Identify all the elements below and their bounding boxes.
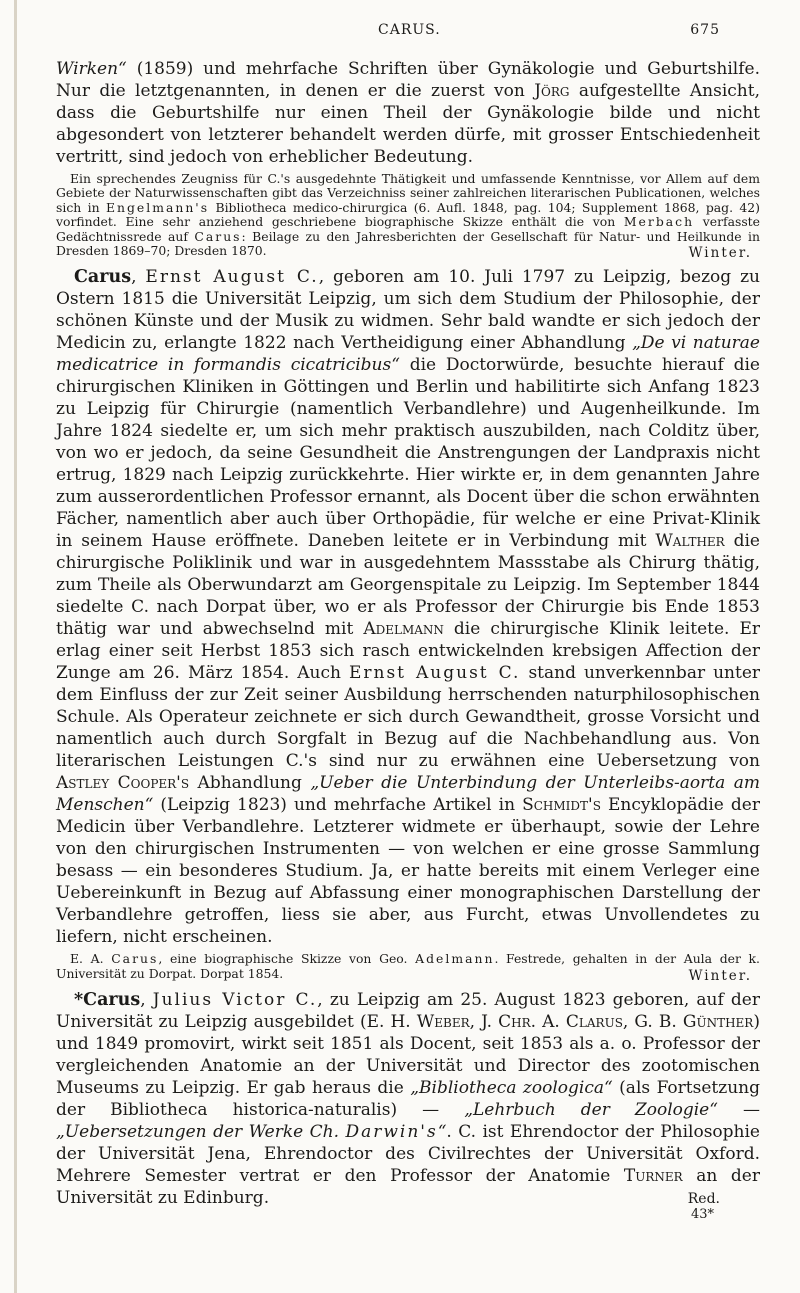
person-name: Darwin's (345, 1122, 438, 1143)
title-ref: „Uebersetzungen der Werke Ch. (56, 1122, 346, 1143)
running-title: CARUS. (378, 22, 441, 38)
person-name: Carus (194, 228, 242, 244)
person-name: Chr. A. Clarus (498, 1012, 623, 1033)
entry-headword: Carus (74, 267, 132, 288)
footnote-bibliography: Ein sprechendes Zeugniss für C.'s ausgedehnte Thätigkeit und umfassende Kenntnisse, vor Allem auf dem Gebiete der Naturwissenschaften gibt das Verzeichniss seiner zahlreichen literarischen Publicationen, welches sich in Engelmann's Bibliotheca medico-chirurgica (6. Aufl. 1848, pag. 104; Supplement 1868, pag. 42) vorfindet. Eine sehr anziehend geschriebene biographische Skizze enthält die von Merbach verfasste Gedächtnissrede auf Carus: Beilage zu den Jahresberichten der Gesellschaft für Natur- und Heilkunde in Dresden 1869–70; Dresden 1870. (56, 171, 760, 259)
person-name: Adelmann (415, 951, 495, 967)
entry-headword: *Carus (74, 990, 141, 1011)
given-name: Julius Victor C. (152, 990, 318, 1011)
intro-paragraph: Wirken“ (1859) und mehrfache Schriften über Gynäkologie und Geburtshilfe. Nur die letztgenannten, in denen er die zuerst von Jörg aufgestellte Ansicht, dass die Geburtshilfe nur einen Theil der Gynäkologie bilde und nicht abgesondert von letzterer behandelt werden dürfe, mit grosser Entschiedenheit vertritt, sind jedoch von erheblicher Bedeutung. (56, 59, 760, 167)
running-head (56, 18, 760, 42)
person-name: Schmidt's (522, 795, 601, 816)
person-name: Carus (111, 951, 159, 967)
person-name: Ernst August C. (348, 663, 521, 684)
title-ref: „Ueber die Unterbindung der Unterleibs-aorta am Menschen“ (56, 773, 760, 816)
page-number: 675 (690, 22, 720, 38)
signature-mark: 43* (690, 1207, 714, 1223)
author-signature: Winter. (688, 968, 752, 985)
person-name: Merbach (623, 214, 695, 230)
editor-signature: Red. (687, 1191, 720, 1208)
person-name: Günther (682, 1012, 754, 1033)
title-ref: Wirken“ (56, 59, 127, 79)
title-ref: „Bibliotheca zoologica“ (410, 1078, 613, 1099)
person-name: Weber (416, 1012, 470, 1033)
entry-julius-victor-carus: *Carus, Julius Victor C., zu Leipzig am 25. August 1823 geboren, auf der Universität zu Leipzig ausgebildet (E. H. Weber, J. Chr. A. Clarus, G. B. Günther) und 1849 promovirt, wirkt seit 1851 als Docent, seit 1853 als a. o. Professor der vergleichenden Anatomie an der Universität und Director des zootomischen Museums zu Leipzig. Er gab heraus die „Bibliotheca zoologica“ (als Fortsetzung der Bibliotheca historica-naturalis) — „Lehrbuch der Zoologie“ — „Uebersetzungen der Werke Ch. Darwin's“. C. ist Ehrendoctor der Philosophie der Universität Jena, Ehrendoctor des Civilrechtes der Universität Oxford. Mehrere Semester vertrat er den Professor der Anatomie Turner an der Universität zu Edinburg. (56, 990, 760, 1209)
footnote-source: E. A. Carus, eine biographische Skizze von Geo. Adelmann. Festrede, gehalten in der Aula der k. Universität zu Dorpat. Dorpat 1854. (56, 951, 760, 981)
person-name: Astley Cooper's (56, 773, 190, 794)
person-name: Jörg (534, 81, 570, 101)
title-ref: „Lehrbuch der Zoologie“ (464, 1100, 718, 1121)
person-name: Turner (623, 1166, 683, 1187)
person-name: Adelmann (363, 619, 444, 640)
author-signature: Winter. (688, 245, 752, 262)
title-ref: „De vi naturae medicatrice in formandis cicatricibus“ (56, 333, 760, 376)
person-name: Walther (655, 531, 725, 552)
person-name: Engelmann's (105, 199, 210, 215)
given-name: Ernst August C. (145, 267, 319, 288)
entry-ernst-august-carus: Carus, Ernst August C., geboren am 10. Juli 1797 zu Leipzig, bezog zu Ostern 1815 die Universität Leipzig, um sich dem Studium der Philosophie, der schönen Künste und der Musik zu widmen. Sehr bald wandte er sich jedoch der Medicin zu, erlangte 1822 nach Vertheidigung einer Abhandlung „De vi naturae medicatrice in formandis cicatricibus“ die Doctorwürde, besuchte hierauf die chirurgischen Kliniken in Göttingen und Berlin und habilitirte sich Anfang 1823 zu Leipzig für Chirurgie (namentlich Verbandlehre) und Augenheilkunde. Im Jahre 1824 siedelte er, um sich mehr praktisch auszubilden, nach Colditz über, von wo er jedoch, da seine Gesundheit die Anstrengungen der Landpraxis nicht ertrug, 1829 nach Leipzig zurückkehrte. Hier wirkte er, in dem genannten Jahre zum ausserordentlichen Professor ernannt, als Docent über die schon erwähnten Fächer, namentlich aber auch über Orthopädie, für welche er eine Privat-Klinik in seinem Hause eröffnete. Daneben leitete er in Verbindung mit Walther die chirurgische Poliklinik und war in ausgedehntem Massstabe als Chirurg thätig, zum Theile als Oberwundarzt am Georgenspitale zu Leipzig. Im September 1844 siedelte C. nach Dorpat über, wo er als Professor der Chirurgie bis Ende 1853 thätig war und abwechselnd mit Adelmann die chirurgische Klinik leitete. Er erlag einer seit Herbst 1853 sich rasch entwickelnden krebsigen Affection der Zunge am 26. März 1854. Auch Ernst August C. stand unverkennbar unter dem Einfluss der zur Zeit seiner Ausbildung herrschenden naturphilosophischen Schule. Als Operateur zeichnete er sich durch Gewandtheit, grosse Vorsicht und namentlich auch durch Sorgfalt in Bezug auf die Nachbehandlung aus. Von literarischen Leistungen C.'s sind nur zu erwähnen eine Uebersetzung von Astley Cooper's Abhandlung „Ueber die Unterbindung der Unterleibs-aorta am Menschen“ (Leipzig 1823) und mehrfache Artikel in Schmidt's Encyklopädie der Medicin über Verbandlehre. Letzterer widmete er überhaupt, sowie der Lehre von den chirurgischen Instrumenten — von welchen er eine grosse Sammlung besass — ein besonderes Studium. Ja, er hatte bereits mit einem Verleger eine Uebereinkunft in Bezug auf Abfassung einer monographischen Darstellung der Verbandlehre getroffen, liess sie aber, aus Furcht, etwas Unvollendetes zu liefern, nicht erscheinen. (56, 267, 761, 948)
